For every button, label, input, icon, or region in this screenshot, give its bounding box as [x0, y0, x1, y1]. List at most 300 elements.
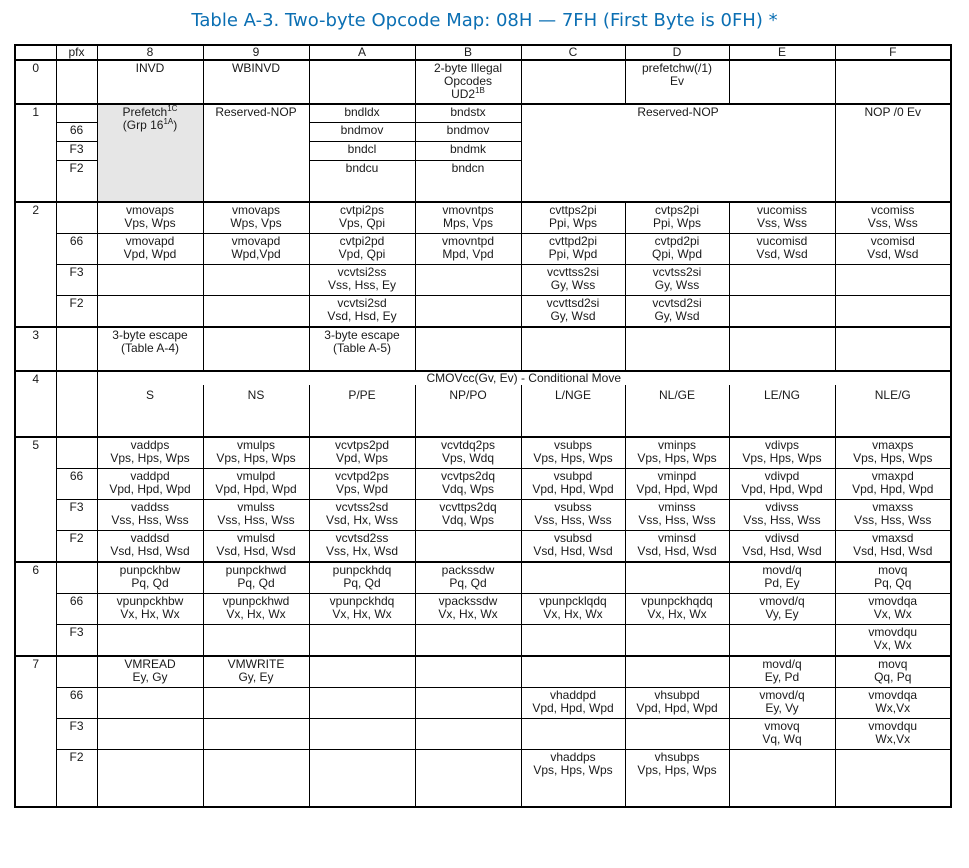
opcode-cell	[729, 594, 835, 625]
operands: Vpd, Hpd, Wpd	[741, 482, 823, 496]
opcode-cell	[835, 327, 951, 371]
mnemonic: 3-byte escape	[324, 328, 400, 342]
opcode-cell	[835, 750, 951, 808]
opcode-cell	[203, 202, 309, 234]
operands: Pq, Qd	[343, 576, 381, 590]
mnemonic: vmovd/q	[759, 688, 805, 702]
opcode-cell	[625, 625, 729, 657]
header-col: 8	[97, 45, 203, 60]
mnemonic: vminpd	[657, 469, 697, 483]
mnemonic: vmovdqu	[868, 719, 918, 733]
operands: Ppi, Wps	[548, 216, 597, 230]
opcode-cell	[203, 437, 309, 469]
mnemonic: vmaxss	[872, 500, 914, 514]
mnemonic: vminss	[658, 500, 696, 514]
opcode-cell	[203, 719, 309, 750]
opcode-cell-prefetch	[97, 104, 203, 202]
table-row	[15, 719, 951, 750]
mnemonic: vsubpd	[553, 469, 593, 483]
opcode-cell	[203, 688, 309, 719]
opcode-cell	[97, 469, 203, 500]
opcode-cell	[729, 437, 835, 469]
opcode-cell	[625, 234, 729, 265]
mnemonic: vmulss	[237, 500, 275, 514]
operands: Mps, Vps	[442, 216, 493, 230]
opcode-cell	[521, 719, 625, 750]
opcode-cell	[835, 265, 951, 296]
cmovcc-condition: NLE/G	[835, 385, 951, 437]
mnemonic: vcvtps2pd	[334, 438, 390, 452]
opcode-cell	[309, 656, 415, 688]
opcode-cell	[415, 625, 521, 657]
operands: Vps, Hps, Wps	[853, 451, 933, 465]
opcode-cell	[625, 296, 729, 328]
opcode-cell	[309, 327, 415, 371]
opcode-cell	[729, 531, 835, 563]
header-row	[15, 45, 951, 60]
opcode-cell	[625, 500, 729, 531]
header-blank	[15, 45, 56, 60]
row-id: 0	[15, 60, 56, 104]
header-col: D	[625, 45, 729, 60]
operands: Vsd, Hsd, Ey	[327, 309, 397, 323]
opcode-cell	[203, 234, 309, 265]
mnemonic: INVD	[135, 61, 165, 75]
opcode-cell	[625, 594, 729, 625]
mnemonic: vcvtsi2ss	[337, 265, 387, 279]
prefix-cell: F2	[56, 296, 97, 328]
mnemonic: vmovntps	[442, 203, 494, 217]
mnemonic: vpunpcklqdq	[539, 594, 607, 608]
opcode-cell	[97, 327, 203, 371]
mnemonic: vmovdqu	[868, 625, 918, 639]
operands: Vsd, Hsd, Wsd	[216, 544, 296, 558]
operands: Vps, Wpd	[335, 482, 389, 496]
header-col: A	[309, 45, 415, 60]
mnemonic: vpunpckhbw	[116, 594, 184, 608]
mnemonic: vmovapd	[231, 234, 281, 248]
operands: Wps, Vps	[230, 216, 282, 230]
opcode-cell	[729, 234, 835, 265]
table-row	[15, 104, 951, 123]
operands: Vps, Qpi	[338, 216, 386, 230]
opcode-cell	[729, 688, 835, 719]
opcode-cell	[625, 562, 729, 594]
operands: Vpd, Hpd, Wpd	[636, 482, 718, 496]
opcode-cell	[415, 688, 521, 719]
operands: Vps, Hps, Wps	[533, 451, 613, 465]
prefix-cell: F3	[56, 500, 97, 531]
mnemonic: vaddpd	[130, 469, 170, 483]
opcode-cell	[309, 123, 415, 142]
mnemonic: cvtps2pi	[654, 203, 700, 217]
opcode-cell	[203, 469, 309, 500]
opcode-cell	[625, 60, 729, 104]
mnemonic: Reserved-NOP	[637, 105, 719, 119]
opcode-cell	[835, 531, 951, 563]
opcode-cell	[203, 750, 309, 808]
mnemonic: vmovd/q	[759, 594, 805, 608]
mnemonic: vcvtdq2ps	[440, 438, 496, 452]
operands: Vx, Hx, Wx	[332, 607, 392, 621]
opcode-cell	[521, 656, 625, 688]
opcode-cell	[97, 625, 203, 657]
mnemonic: vmulsd	[236, 531, 275, 545]
cmovcc-condition: NS	[203, 385, 309, 437]
operands: Gy, Wss	[654, 278, 700, 292]
opcode-cell	[835, 202, 951, 234]
table-row	[15, 531, 951, 563]
mnemonic: bndstx	[450, 105, 486, 119]
table-row	[15, 750, 951, 808]
mnemonic: vcvtsd2si	[652, 296, 702, 310]
operands: Vsd, Wsd	[867, 247, 919, 261]
opcode-cell	[309, 60, 415, 104]
table-row	[15, 265, 951, 296]
operands: Vdq, Wps	[441, 482, 495, 496]
opcode-cell	[309, 437, 415, 469]
operands: Wx,Vx	[875, 732, 911, 746]
mnemonic: vsubsd	[553, 531, 593, 545]
opcode-cell	[415, 656, 521, 688]
opcode-cell	[415, 296, 521, 328]
operands: Vpd, Wpd	[123, 247, 177, 261]
mnemonic: cvtpi2ps	[339, 203, 385, 217]
opcode-cell	[521, 469, 625, 500]
cmovcc-condition: NP/PO	[415, 385, 521, 437]
operands: Vy, Ey	[765, 607, 799, 621]
operands: Vx, Hx, Wx	[647, 607, 707, 621]
opcode-cell	[97, 750, 203, 808]
opcode-cell	[415, 161, 521, 203]
operands: Vss, Hss, Wss	[111, 513, 189, 527]
mnemonic: vhaddpd	[549, 688, 597, 702]
operands: Vsd, Hsd, Wsd	[742, 544, 822, 558]
prefix-cell: 66	[56, 234, 97, 265]
mnemonic: vdivsd	[764, 531, 799, 545]
opcode-cell	[203, 500, 309, 531]
operands: Vpd, Wps	[335, 451, 389, 465]
prefix-cell: F3	[56, 142, 97, 161]
operands: Vps, Wdq	[441, 451, 495, 465]
prefix-cell	[56, 437, 97, 469]
header-pfx: pfx	[56, 45, 97, 60]
operands: Vsd, Hsd, Wsd	[637, 544, 717, 558]
mnemonic: cvtpd2pi	[654, 234, 700, 248]
mnemonic: vminps	[657, 438, 696, 452]
operands: Vsd, Hx, Wss	[325, 513, 398, 527]
opcode-cell	[415, 531, 521, 563]
operands: Vq, Wq	[762, 732, 802, 746]
operands: Vx, Hx, Wx	[543, 607, 603, 621]
operands: Ey, Pd	[764, 670, 800, 684]
row-id: 4	[15, 371, 56, 437]
prefix-cell: F3	[56, 625, 97, 657]
operands: Vpd, Hpd, Wpd	[636, 701, 718, 715]
mnemonic: vmovaps	[125, 203, 175, 217]
mnemonic: vucomiss	[756, 203, 807, 217]
opcode-cell	[415, 234, 521, 265]
opcode-map-table	[14, 44, 952, 808]
opcode-cell	[97, 234, 203, 265]
mnemonic: UD2	[451, 87, 476, 101]
superscript-note: 1A	[163, 117, 174, 126]
opcode-cell	[729, 562, 835, 594]
superscript-note: 1B	[475, 86, 485, 95]
operands: Vpd, Hpd, Wpd	[532, 701, 614, 715]
operands: Vps, Hps, Wps	[533, 763, 613, 777]
opcode-cell	[521, 562, 625, 594]
cmovcc-condition: S	[97, 385, 203, 437]
header-col: B	[415, 45, 521, 60]
opcode-cell	[835, 594, 951, 625]
mnemonic: vcomisd	[870, 234, 915, 248]
cmovcc-condition: NL/GE	[625, 385, 729, 437]
opcode-cell	[309, 142, 415, 161]
operands: Ey, Vy	[765, 701, 799, 715]
opcode-cell	[203, 562, 309, 594]
opcode-cell	[521, 500, 625, 531]
operands: Pd, Ey	[764, 576, 800, 590]
opcode-cell	[729, 60, 835, 104]
opcode-cell	[521, 202, 625, 234]
prefix-cell: F3	[56, 265, 97, 296]
mnemonic: vcomiss	[871, 203, 915, 217]
opcode-cell	[625, 688, 729, 719]
mnemonic: vdivss	[765, 500, 799, 514]
mnemonic: (Grp 16	[122, 118, 164, 132]
operands: Pq, Qd	[131, 576, 169, 590]
opcode-cell	[203, 265, 309, 296]
opcode-cell	[521, 750, 625, 808]
opcode-cell	[415, 469, 521, 500]
mnemonic: vhaddps	[550, 750, 596, 764]
prefix-cell	[56, 371, 97, 437]
mnemonic: vminsd	[657, 531, 696, 545]
operands: Gy, Wss	[550, 278, 596, 292]
operands: Vss, Hss, Ey	[327, 278, 396, 292]
opcode-cell	[729, 202, 835, 234]
row-id: 6	[15, 562, 56, 656]
opcode-cell	[625, 265, 729, 296]
mnemonic: vsubps	[553, 438, 593, 452]
mnemonic: vpunpckhwd	[222, 594, 290, 608]
mnemonic: vhsubps	[654, 750, 700, 764]
opcode-cell	[835, 60, 951, 104]
operands: Gy, Wsd	[654, 309, 700, 323]
opcode-cell	[625, 750, 729, 808]
operands: Vps, Wps	[124, 216, 176, 230]
operands: Vps, Hps, Wps	[637, 763, 717, 777]
mnemonic: vsubss	[554, 500, 592, 514]
operands: Vx, Hx, Wx	[120, 607, 180, 621]
mnemonic: vmaxsd	[872, 531, 914, 545]
mnemonic: bndldx	[344, 105, 380, 119]
opcode-cell	[309, 750, 415, 808]
opcode-cell	[729, 719, 835, 750]
opcode-cell	[97, 594, 203, 625]
opcode-cell	[309, 469, 415, 500]
opcode-cell	[415, 104, 521, 123]
opcode-cell	[835, 656, 951, 688]
cmovcc-condition: P/PE	[309, 385, 415, 437]
opcode-cell-reserved-nop	[521, 104, 835, 202]
superscript-note: 1C	[167, 104, 178, 113]
opcode-cell	[835, 469, 951, 500]
opcode-cell	[97, 60, 203, 104]
opcode-cell	[309, 688, 415, 719]
mnemonic: vmaxpd	[871, 469, 914, 483]
mnemonic: vmovdqa	[868, 594, 918, 608]
operands: Gy, Wsd	[550, 309, 596, 323]
opcode-cell	[521, 234, 625, 265]
mnemonic: )	[173, 118, 178, 132]
opcode-cell	[835, 296, 951, 328]
row-id: 5	[15, 437, 56, 562]
opcode-cell	[835, 234, 951, 265]
opcode-cell	[521, 60, 625, 104]
prefix-cell: F2	[56, 161, 97, 203]
prefix-cell	[56, 60, 97, 104]
mnemonic: vcvttps2dq	[439, 500, 497, 514]
operands: Vpd, Hpd, Wpd	[532, 482, 614, 496]
mnemonic: vdivps	[764, 438, 799, 452]
header-col: 9	[203, 45, 309, 60]
mnemonic: 2-byte Illegal	[433, 61, 503, 75]
row-id: 2	[15, 202, 56, 327]
cmovcc-condition: L/NGE	[521, 385, 625, 437]
opcode-cell	[415, 142, 521, 161]
operands: Vsd, Hsd, Wsd	[110, 544, 190, 558]
operands: Vx, Hx, Wx	[226, 607, 286, 621]
mnemonic: movq	[878, 563, 908, 577]
prefix-cell	[56, 562, 97, 594]
operands: Vx, Wx	[873, 607, 912, 621]
opcode-cell	[97, 656, 203, 688]
mnemonic: Reserved-NOP	[215, 105, 297, 119]
opcode-cell	[309, 265, 415, 296]
table-row	[15, 234, 951, 265]
opcode-cell	[625, 437, 729, 469]
prefix-cell	[56, 104, 97, 123]
mnemonic: cvtpi2pd	[339, 234, 385, 248]
row-id: 1	[15, 104, 56, 202]
mnemonic: bndcu	[345, 161, 379, 175]
opcode-cell	[309, 202, 415, 234]
mnemonic: vhsubpd	[654, 688, 700, 702]
operands: Qpi, Wpd	[651, 247, 702, 261]
opcode-cell	[521, 437, 625, 469]
mnemonic: WBINVD	[232, 61, 280, 75]
operands: (Table A-4)	[120, 341, 180, 355]
operands: Vdq, Wps	[441, 513, 495, 527]
cell-text-line	[418, 88, 519, 101]
operands: (Table A-5)	[332, 341, 392, 355]
opcode-cell	[521, 265, 625, 296]
opcode-cell	[415, 719, 521, 750]
operands: Vps, Hps, Wps	[637, 451, 717, 465]
operands: Pq, Qd	[237, 576, 275, 590]
header-col: E	[729, 45, 835, 60]
opcode-cell	[835, 719, 951, 750]
opcode-cell	[97, 437, 203, 469]
table-row	[15, 656, 951, 688]
opcode-cell	[729, 296, 835, 328]
opcode-cell	[835, 500, 951, 531]
opcode-cell	[729, 656, 835, 688]
opcode-cell	[309, 562, 415, 594]
operands: Pq, Qd	[449, 576, 487, 590]
mnemonic: movd/q	[762, 563, 802, 577]
table-row	[15, 296, 951, 328]
opcode-cell	[835, 437, 951, 469]
opcode-cell	[97, 531, 203, 563]
opcode-cell	[415, 123, 521, 142]
operands: Vss, Hss, Wss	[854, 513, 932, 527]
mnemonic: movq	[878, 657, 908, 671]
operands: Vpd, Hpd, Wpd	[109, 482, 191, 496]
operands: Vsd, Hsd, Wsd	[533, 544, 613, 558]
mnemonic: bndmov	[340, 123, 384, 137]
opcode-cell	[309, 296, 415, 328]
table-row	[15, 327, 951, 371]
opcode-cell	[625, 202, 729, 234]
mnemonic: Prefetch	[122, 105, 168, 119]
mnemonic: cvttps2pi	[549, 203, 597, 217]
table-row	[15, 60, 951, 104]
opcode-cell	[309, 161, 415, 203]
opcode-cell	[625, 719, 729, 750]
mnemonic: vaddss	[130, 500, 170, 514]
mnemonic: prefetchw(/1)	[641, 61, 713, 75]
operands: Vpd, Hpd, Wpd	[215, 482, 297, 496]
opcode-cell	[415, 750, 521, 808]
table-row	[15, 562, 951, 594]
operands: Mpd, Vpd	[442, 247, 494, 261]
opcode-cell	[625, 656, 729, 688]
opcode-cell	[415, 265, 521, 296]
table-title: Table A-3. Two-byte Opcode Map: 08H — 7FH (First Byte is 0FH) *	[191, 10, 778, 31]
opcode-cell	[625, 327, 729, 371]
opcode-cell	[415, 202, 521, 234]
header-col: C	[521, 45, 625, 60]
table-row	[15, 625, 951, 657]
operands: Vss, Hx, Wsd	[325, 544, 398, 558]
prefix-cell	[56, 202, 97, 234]
opcode-cell	[97, 500, 203, 531]
operands: Wpd,Vpd	[231, 247, 281, 261]
opcode-cell	[97, 265, 203, 296]
table-row	[15, 688, 951, 719]
mnemonic: vcvttsd2si	[546, 296, 600, 310]
opcode-cell	[835, 688, 951, 719]
prefix-cell: F2	[56, 750, 97, 808]
opcode-cell	[415, 500, 521, 531]
mnemonic: packssdw	[441, 563, 495, 577]
mnemonic: vmovaps	[231, 203, 281, 217]
mnemonic: bndmov	[446, 123, 490, 137]
prefix-cell: F2	[56, 531, 97, 563]
mnemonic: bndcl	[347, 142, 377, 156]
opcode-cell	[309, 104, 415, 123]
table-row	[15, 437, 951, 469]
cmovcc-header: CMOVcc(Gv, Ev) - Conditional Move	[97, 371, 951, 385]
mnemonic: vmulpd	[236, 469, 276, 483]
operands: Gy, Ey	[238, 670, 274, 684]
opcode-cell	[309, 500, 415, 531]
mnemonic: vdivpd	[764, 469, 800, 483]
opcode-cell	[97, 202, 203, 234]
